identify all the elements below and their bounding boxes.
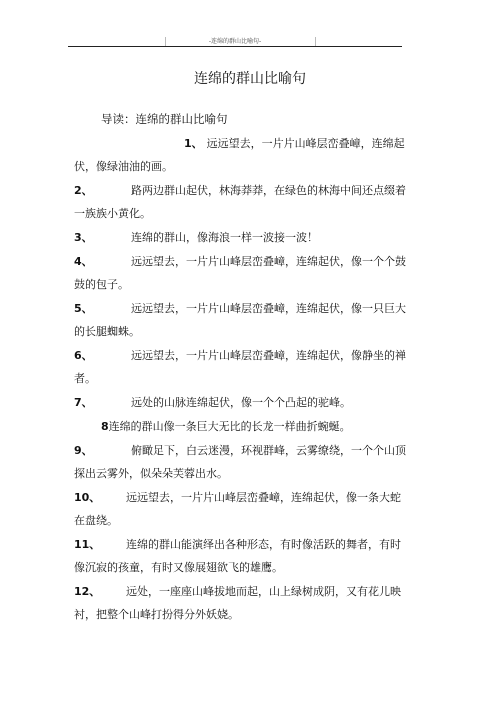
item-number: 7、 [74,396,93,409]
item-number: 12、 [74,585,101,598]
intro-line: 导读：连绵的群山比喻句 [101,112,228,126]
item-number: 11、 [74,538,101,551]
list-item [74,391,406,414]
list-item [74,179,406,225]
item-number: 2、 [74,184,93,197]
item-number: 5、 [74,302,93,315]
list-item [74,486,406,532]
list-item [74,415,406,438]
item-text: 远远望去，一片片山峰层峦叠嶂，连绵起伏，像一条大蛇在盘绕。 [74,491,401,527]
item-text: 连绵的群山像一条巨大无比的长龙一样曲折蜿蜒。 [108,420,351,433]
item-text: 远远望去，一片片山峰层峦叠嶂，连绵起伏，像一只巨大的长腿蜘蛛。 [74,302,406,338]
list-item [74,297,406,343]
list-item [74,132,406,178]
item-text: 连绵的群山能演绎出各种形态，有时像活跃的舞者，有时像沉寂的孩童，有时又像展翅欲飞的雄鹰。 [74,538,401,574]
item-number: 9、 [74,444,93,457]
document-title: 连绵的群山比喻句 [194,71,306,87]
item-text: 路两边群山起伏，林海莽莽，在绿色的林海中间还点缀着一族族小黄化。 [74,184,406,220]
list-item [74,344,406,390]
item-text: 远远望去，一片片山峰层峦叠嶂，连绵起伏，像一个个鼓鼓的包子。 [74,255,406,291]
list-item [74,250,406,296]
header-rule [68,46,402,47]
item-number: 8 [101,420,109,433]
item-text: 俯瞰足下，白云迷漫，环视群峰，云雾缭绕，一个个山顶探出云雾外，似朵朵芙蓉出水。 [74,444,406,480]
item-number: 1、 [184,137,203,150]
item-number: 3、 [74,231,93,244]
document-body [74,108,406,626]
list-item [74,226,406,249]
item-number: 6、 [74,349,93,362]
running-header: -连绵的群山比喻句- [208,38,262,45]
item-number: 10、 [74,491,101,504]
item-text: 远远望去，一片片山峰层峦叠嶂，连绵起伏，像绿油油的画。 [74,137,405,173]
list-item [74,580,406,626]
item-text: 远远望去，一片片山峰层峦叠嶂，连绵起伏，像静坐的禅者。 [74,349,406,385]
item-text: 远处，一座座山峰拔地而起，山上绿树成阴，又有花儿映衬，把整个山峰打扮得分外妖娆。 [74,585,401,621]
item-text: 远处的山脉连绵起伏，像一个个凸起的驼峰。 [131,396,351,409]
list-item [74,439,406,485]
list-item [74,533,406,579]
item-number: 4、 [74,255,93,268]
item-text: 连绵的群山，像海浪一样一波接一波！ [131,231,318,244]
